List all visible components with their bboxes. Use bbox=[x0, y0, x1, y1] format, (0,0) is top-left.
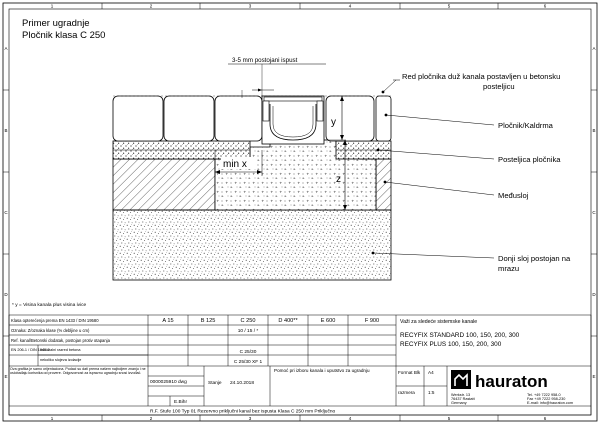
hauraton-logo bbox=[451, 370, 548, 391]
intermediate-layer-right bbox=[376, 159, 391, 210]
scale-value: 1:5 bbox=[428, 390, 435, 395]
disclaimer-notes: Ova grafika je samo orijentaciona. Podaci su dati prema našem najboljem znanju i ne oslobađaju korisnika od provere. Odgovornost za ispravnu ugradnju snosi izvođač. bbox=[10, 367, 146, 376]
c250-concrete: C 25/30 bbox=[239, 350, 257, 355]
class-e600: E 600 bbox=[320, 318, 336, 324]
contact-line-2: Fax +49 7222 958-230 bbox=[527, 397, 566, 401]
c250-thickness: 10 / 15 / * bbox=[237, 329, 259, 334]
description: Pomoć pri izboru kanala i uputstvo za ugradnju bbox=[274, 368, 370, 373]
y-label: y bbox=[331, 117, 336, 128]
paving-stone bbox=[376, 96, 391, 141]
grid-row-c: C bbox=[4, 210, 8, 215]
grid-col-3: 3 bbox=[248, 3, 252, 9]
label-paving-row-line2: posteljicu bbox=[483, 82, 515, 91]
channel-grate bbox=[264, 97, 322, 101]
grid-row-b: B bbox=[4, 128, 8, 133]
grid-row-a-right: A bbox=[592, 46, 596, 51]
format-value: A4 bbox=[428, 370, 434, 375]
table-small-row-2: nekoliko slojeva izolacije bbox=[40, 358, 82, 362]
address-line-3: Germany bbox=[451, 401, 467, 405]
c250-concrete-xf: C 25/30 XF 1 bbox=[233, 360, 263, 365]
address-line-2: 76437 Rastatt bbox=[451, 397, 475, 401]
drainage-channel bbox=[262, 96, 324, 144]
table-side-label: EN 206-1 / DIN 1045-2 bbox=[11, 348, 50, 352]
class-b125: B 125 bbox=[200, 318, 216, 324]
grid-col-6-bottom: 6 bbox=[543, 416, 547, 421]
label-bedding: Posteljica pločnika bbox=[498, 155, 561, 164]
contact-line-1: Tel. +49 7222 958-0 bbox=[527, 393, 561, 397]
grid-col-5-bottom: 5 bbox=[447, 416, 451, 421]
logo-text: hauraton bbox=[475, 372, 548, 391]
label-intermediate: Međusloj bbox=[498, 191, 529, 200]
paving-stone bbox=[215, 96, 262, 141]
grid-col-1-bottom: 1 bbox=[50, 416, 54, 421]
label-subbase: Donji sloj postojan na mrazu bbox=[498, 254, 571, 273]
table-row-label-3: Ref. kanal/Betonski dodatak, postojan protiv otapanja bbox=[11, 338, 110, 343]
label-paving-row-line1: Red pločnika duž kanala postavljen u betonsku bbox=[402, 72, 561, 81]
drawing-number: 0000025910 dwg bbox=[150, 380, 187, 385]
frost-resistant-subbase bbox=[113, 210, 391, 280]
grid-col-4-bottom: 4 bbox=[348, 416, 352, 421]
paving-stone bbox=[164, 96, 214, 141]
label-paving: Pločnik/Kaldrma bbox=[498, 121, 553, 130]
status-label: Stanje bbox=[208, 381, 222, 386]
grid-col-2-bottom: 2 bbox=[149, 416, 153, 421]
status-date: 24.10.2018 bbox=[230, 381, 255, 386]
grid-row-e-right: E bbox=[592, 374, 596, 379]
class-f900: F 900 bbox=[364, 318, 380, 324]
grid-row-d: D bbox=[4, 292, 8, 297]
footnote: * y = Visina kanala plus visina ivice bbox=[12, 303, 87, 308]
grid-row-e: E bbox=[4, 374, 8, 379]
class-d400: D 400** bbox=[278, 318, 298, 324]
grid-col-2: 2 bbox=[149, 3, 153, 9]
valid-for-item-1: RECYFIX STANDARD 100, 150, 200, 300 bbox=[400, 332, 520, 339]
contact-line-3: E-mail: info@hauraton.com bbox=[527, 401, 574, 405]
paving-stone bbox=[113, 96, 163, 141]
label-paving-row bbox=[402, 72, 562, 91]
grid-row-a: A bbox=[4, 46, 8, 51]
valid-for-item-2: RECYFIX PLUS 100, 150, 200, 300 bbox=[400, 341, 502, 348]
drawing-subtitle: Pločnik klasa C 250 bbox=[22, 30, 106, 41]
footer-description: R.F. Stufe 100 Typ 01 Rezervno priključni kanal bez ispusta Klasa C 250 mm Priključno bbox=[150, 409, 336, 415]
scale-label: razmera bbox=[398, 390, 415, 395]
drawing-title: Primer ugradnje bbox=[22, 18, 90, 29]
grid-col-1: 1 bbox=[50, 3, 54, 9]
grid-row-b-right: B bbox=[592, 128, 596, 133]
gap-dimension bbox=[228, 64, 326, 98]
cross-section bbox=[113, 57, 391, 280]
format-label: Format Blk bbox=[398, 370, 421, 375]
grid-row-d-right: D bbox=[592, 292, 596, 297]
class-a15: A 15 bbox=[162, 318, 174, 324]
table-row-label-2: Oznaka: Z/oznaka klase (% debljine u cm) bbox=[11, 328, 90, 333]
table-row-label-1: Klasa opterećenja prema EN 1433 / DIN 19580 bbox=[11, 318, 99, 323]
drawer-name: E.Bihr bbox=[174, 400, 188, 405]
grid-col-5: 5 bbox=[447, 3, 451, 9]
z-label: z bbox=[336, 174, 341, 185]
grid-col-6: 6 bbox=[543, 3, 547, 9]
grid-col-3-bottom: 3 bbox=[248, 416, 252, 421]
table-small-row-1: minimalni razred betona bbox=[40, 348, 81, 352]
grid-col-4: 4 bbox=[348, 3, 352, 9]
intermediate-layer-left bbox=[113, 159, 215, 210]
valid-for-title: Važi za sledeće sistemske kanale bbox=[400, 319, 478, 325]
class-c250: C 250 bbox=[240, 318, 256, 324]
grid-row-c-right: C bbox=[592, 210, 596, 215]
address-line-1: Werkstr. 13 bbox=[451, 393, 471, 397]
gap-label: 3-5 mm postojani ispust bbox=[232, 57, 298, 64]
min-x-label: min x bbox=[223, 159, 247, 170]
